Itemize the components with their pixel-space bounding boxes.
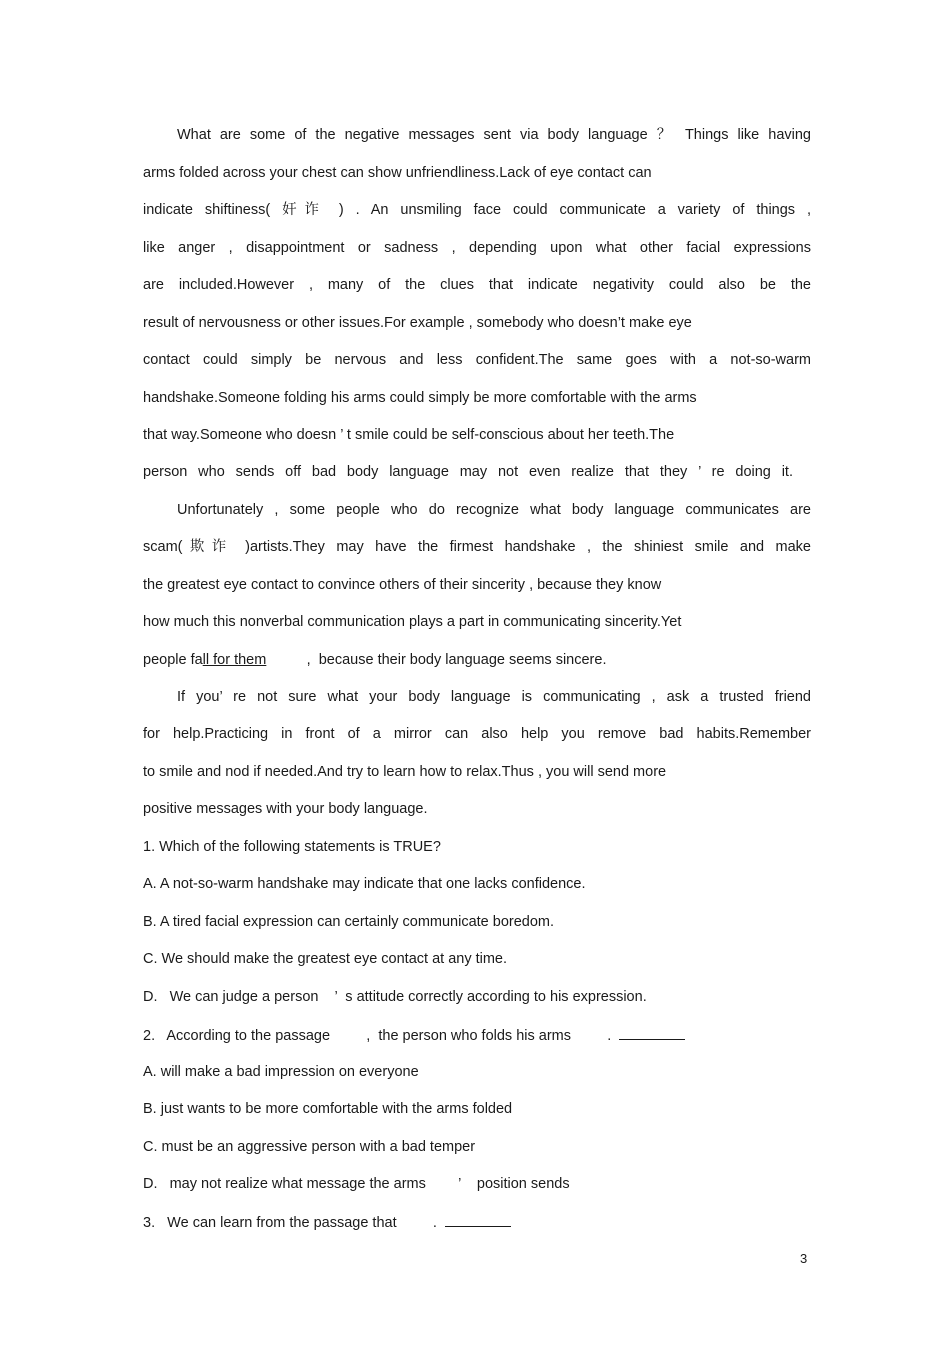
passage-p1-line-7: contact could simply be nervous and less confident.The same goes with a not-so-warm [143, 352, 811, 368]
passage-p2-line-4: how much this nonverbal communication plays a part in communicating sincerity.Yet [143, 614, 682, 630]
passage-p1-line-8: handshake.Someone folding his arms could simply be more comfortable with the arms [143, 390, 697, 406]
passage-p1-line-10: person who sends off bad body language may not even realize that they ’ re doing it. [143, 464, 793, 480]
question-2-option-c: C. must be an aggressive person with a bad temper [143, 1139, 476, 1155]
underlined-phrase: ll for them [202, 652, 267, 668]
question-3: 3. We can learn from the passage that . [143, 1215, 445, 1231]
question-1: 1. Which of the following statements is TRUE? [143, 839, 441, 855]
question-1-option-c: C. We should make the greatest eye contact at any time. [143, 951, 508, 967]
question-1-option-a: A. A not-so-warm handshake may indicate that one lacks confidence. [143, 876, 586, 892]
question-3-line [143, 1212, 811, 1232]
question-1-option-b: B. A tired facial expression can certainly communicate boredom. [143, 914, 555, 930]
passage-p1-line-9: that way.Someone who doesn ’ t smile could be self-conscious about her teeth.The [143, 427, 675, 443]
passage-p3-line-2: for help.Practicing in front of a mirror can also help you remove bad habits.Remember [143, 726, 811, 742]
passage-p1-line-4: like anger , disappointment or sadness , depending upon what other facial expressions [143, 240, 811, 256]
passage-p2-line-5 [143, 651, 811, 669]
passage-p1-line-1: What are some of the negative messages sent via body language ？ Things like having [177, 127, 811, 143]
answer-blank [619, 1025, 685, 1040]
question-2-option-b: B. just wants to be more comfortable with the arms folded [143, 1101, 513, 1117]
passage-p3-line-1: If you’ re not sure what your body language is communicating , ask a trusted friend [177, 689, 811, 705]
passage-p2-line-5-before: people fa [143, 652, 203, 668]
answer-blank [445, 1212, 511, 1227]
passage-p2-line-1: Unfortunately , some people who do recognize what body language communicates are [177, 502, 811, 518]
question-1-option-d: D. We can judge a person ’ s attitude correctly according to his expression. [143, 989, 647, 1005]
passage-p1-line-6: result of nervousness or other issues.For example , somebody who doesn’t make eye [143, 315, 692, 331]
question-2: 2. According to the passage , the person who folds his arms . [143, 1028, 620, 1044]
question-2-option-d: D. may not realize what message the arms ’ position sends [143, 1176, 570, 1192]
passage-p1-line-2: arms folded across your chest can show unfriendliness.Lack of eye contact can [143, 165, 652, 181]
passage-p1-line-5: are included.However , many of the clues that indicate negativity could also be the [143, 277, 811, 293]
passage-p2-line-5-after: , because their body language seems sincere. [266, 652, 607, 668]
question-2-line [143, 1025, 811, 1045]
passage-p2-line-2: scam(欺诈 )artists.They may have the firmest handshake , the shiniest smile and make [143, 539, 811, 555]
passage-p2-line-3: the greatest eye contact to convince others of their sincerity , because they know [143, 577, 662, 593]
question-2-option-a: A. will make a bad impression on everyone [143, 1064, 419, 1080]
passage-p3-line-3: to smile and nod if needed.And try to learn how to relax.Thus , you will send more [143, 764, 667, 780]
page-number: 3 [800, 1251, 808, 1266]
passage-p1-line-3: indicate shiftiness( 奸诈 ) . An unsmiling face could communicate a variety of things , [143, 202, 811, 218]
passage-p3-line-4: positive messages with your body language. [143, 801, 428, 817]
